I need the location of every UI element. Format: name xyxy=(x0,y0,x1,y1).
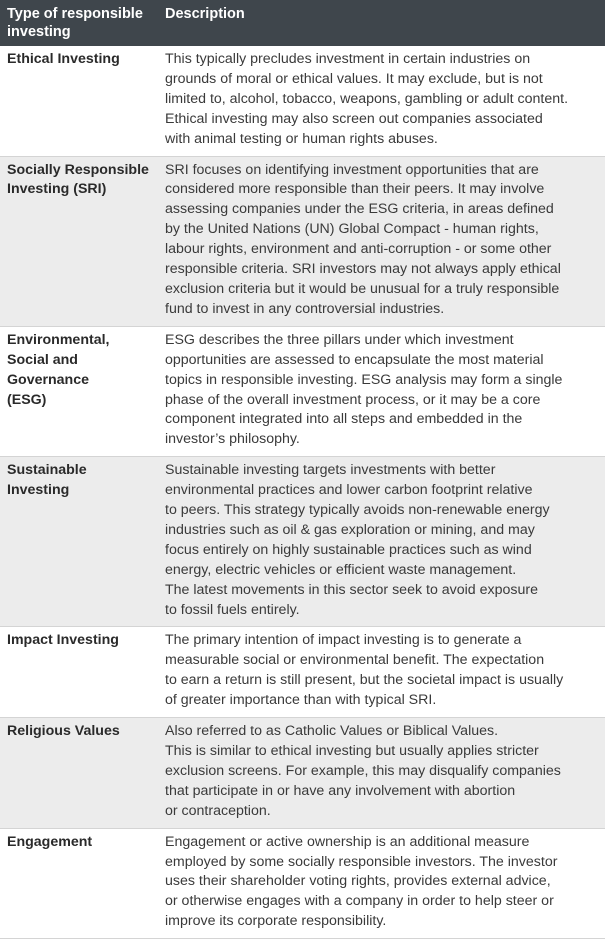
description-line: improve its corporate responsibility. xyxy=(165,913,387,930)
investing-type-line: Environmental, xyxy=(7,331,110,348)
description-line: phase of the overall investment process, or it may be a core xyxy=(165,391,541,408)
description-line: investor’s philosophy. xyxy=(165,431,300,448)
table-row xyxy=(0,718,605,829)
investing-type-cell xyxy=(0,46,157,156)
type-column-header xyxy=(0,0,157,46)
description-line: fund to invest in any controversial industries. xyxy=(165,300,445,317)
description-line: The latest movements in this sector seek to avoid exposure xyxy=(165,581,538,598)
description-line: that participate in or have any involvement with abortion xyxy=(165,782,516,799)
investing-type-cell xyxy=(0,627,157,718)
table-row xyxy=(0,326,605,456)
description-line: or contraception. xyxy=(165,802,271,819)
investing-type-line: Engagement xyxy=(7,833,93,850)
description-line: to fossil fuels entirely. xyxy=(165,601,300,618)
investing-type-cell xyxy=(0,828,157,939)
description-line: Ethical investing may also screen out companies associated xyxy=(165,110,543,127)
description-line: measurable social or environmental benefit. The expectation xyxy=(165,652,545,669)
description-line: focus entirely on highly sustainable practices such as wind xyxy=(165,541,532,558)
description-line: component integrated into all steps and embedded in the xyxy=(165,411,523,428)
description-line: This typically precludes investment in certain industries on xyxy=(165,51,531,67)
description-line: ESG describes the three pillars under which investment xyxy=(165,331,514,348)
table-body xyxy=(0,46,605,939)
description-line: with animal testing or human rights abuses. xyxy=(165,130,438,147)
description-line: considered more responsible than their peers. It may involve xyxy=(165,181,545,198)
description-column-header xyxy=(157,0,605,46)
description-line: Engagement or active ownership is an additional measure xyxy=(165,833,530,850)
investing-type-line: Socially Responsible xyxy=(7,161,149,178)
description-line: industries such as oil & gas exploration or mining, and may xyxy=(165,521,535,538)
investing-type-line: Religious Values xyxy=(7,723,120,740)
description-cell xyxy=(157,718,605,829)
investing-type-cell xyxy=(0,457,157,627)
investing-type-line: Governance xyxy=(7,371,90,388)
description-line: labour rights, environment and anti-corruption - or some other xyxy=(165,241,552,258)
description-cell xyxy=(157,46,605,156)
investing-type-line: Impact Investing xyxy=(7,632,119,649)
description-line: or otherwise engages with a company in order to help steer or xyxy=(165,893,554,910)
table-row xyxy=(0,627,605,718)
investing-type-cell xyxy=(0,718,157,829)
investing-type-line: (ESG) xyxy=(7,391,47,408)
description-cell xyxy=(157,457,605,627)
description-line: employed by some socially responsible investors. The investor xyxy=(165,853,558,870)
description-line: exclusion criteria but it would be unusual for a truly responsible xyxy=(165,280,560,297)
description-line: to earn a return is still present, but the societal impact is usually xyxy=(165,672,564,689)
description-line: of greater importance than with typical SRI. xyxy=(165,692,437,709)
investing-type-line: Investing xyxy=(7,482,70,499)
table-row xyxy=(0,457,605,627)
description-line: limited to, alcohol, tobacco, weapons, gambling or adult content. xyxy=(165,90,569,107)
description-line: grounds of moral or ethical values. It may exclude, but is not xyxy=(165,70,543,87)
table-row xyxy=(0,46,605,156)
description-line: assessing companies under the ESG criteria, in areas defined xyxy=(165,201,554,218)
table-row xyxy=(0,156,605,326)
description-line: exclusion screens. For example, this may disqualify companies xyxy=(165,762,561,779)
table-header xyxy=(0,0,605,46)
description-line: environmental practices and lower carbon footprint relative xyxy=(165,482,533,499)
description-cell xyxy=(157,326,605,456)
investing-type-cell xyxy=(0,156,157,326)
investing-type-line: Ethical Investing xyxy=(7,51,120,67)
investing-type-cell xyxy=(0,326,157,456)
description-line: topics in responsible investing. ESG analysis may form a single xyxy=(165,371,563,388)
description-column-header-label: Description xyxy=(165,6,245,22)
description-line: opportunities are assessed to encapsulate the most material xyxy=(165,351,544,368)
description-line: SRI focuses on identifying investment opportunities that are xyxy=(165,161,539,178)
type-column-header-line: investing xyxy=(7,24,71,40)
description-line: responsible criteria. SRI investors may not always apply ethical xyxy=(165,261,561,278)
description-line: by the United Nations (UN) Global Compact - human rights, xyxy=(165,221,539,238)
investing-type-line: Sustainable xyxy=(7,462,87,479)
description-cell xyxy=(157,828,605,939)
investing-type-line: Social and xyxy=(7,351,78,368)
description-cell xyxy=(157,627,605,718)
description-line: The primary intention of impact investing is to generate a xyxy=(165,632,522,649)
type-column-header-line: Type of responsible xyxy=(7,6,143,22)
description-line: Also referred to as Catholic Values or Biblical Values. xyxy=(165,723,499,740)
table-row xyxy=(0,828,605,939)
description-line: This is similar to ethical investing but usually applies stricter xyxy=(165,743,539,759)
description-line: Sustainable investing targets investments with better xyxy=(165,462,496,479)
description-line: to peers. This strategy typically avoids non-renewable energy xyxy=(165,502,550,519)
description-line: energy, electric vehicles or efficient waste management. xyxy=(165,561,517,578)
investing-type-line: Investing (SRI) xyxy=(7,181,107,198)
description-cell xyxy=(157,156,605,326)
header-row xyxy=(0,0,605,46)
description-line: uses their shareholder voting rights, provides external advice, xyxy=(165,873,551,890)
